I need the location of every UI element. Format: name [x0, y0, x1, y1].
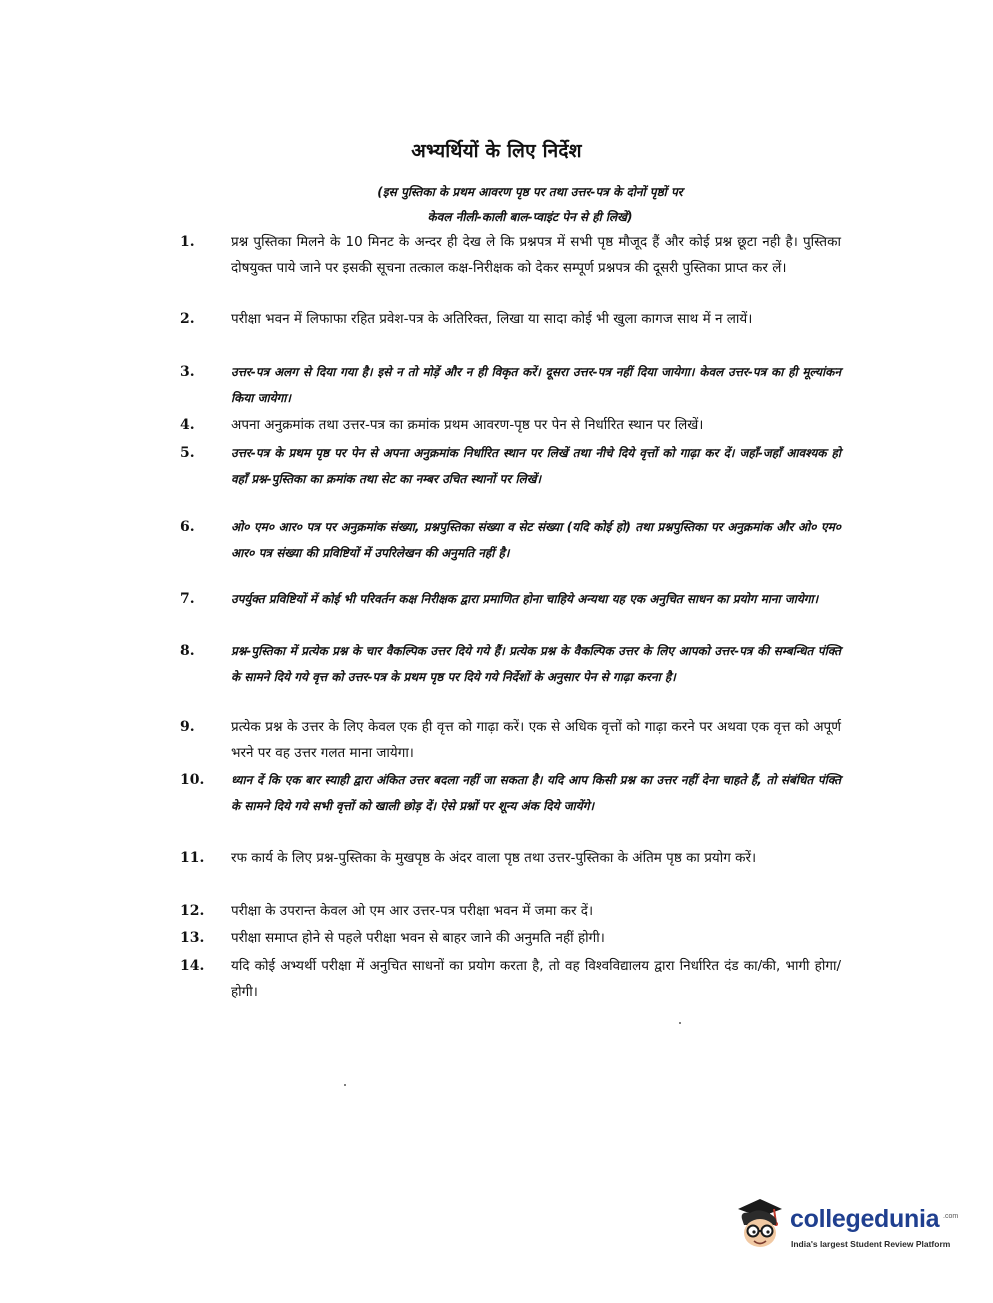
subtitle-line-2: केवल नीली-काली बाल-प्वाइंट पेन से ही लिखें) [427, 210, 633, 224]
instruction-number: 14. [180, 958, 205, 974]
logo-tagline: India's largest Student Review Platform [791, 1239, 951, 1249]
instruction-text: प्रश्न-पुस्तिका में प्रत्येक प्रश्न के चार वैकल्पिक उत्तर दिये गये हैं। प्रत्येक प्रश्न के वैकल्पिक उत्तर के लिए आपको उत्तर-पत्र की सम्बन्धित पंक्ति के सामने दिये गये वृत्त को उत्तर-पत्र के प्रथम पृष्ठ पर दिये गये निर्देशों के अनुसार पेन से गाढ़ा करना है। [231, 644, 841, 684]
instruction-number: 3. [180, 364, 195, 380]
instruction-number: 1. [180, 234, 195, 250]
instruction-number: 7. [180, 591, 195, 607]
instruction-text: ओ० एम० आर० पत्र पर अनुक्रमांक संख्या, प्रश्नपुस्तिका संख्या व सेट संख्या (यदि कोई हो) तथा प्रश्नपुस्तिका पर अनुक्रमांक और ओ० एम० आर० पत्र संख्या की प्रविष्टियों में उपरिलेखन की अनुमति नहीं है। [231, 520, 841, 560]
instruction-number: 2. [180, 311, 195, 327]
instruction-text: रफ कार्य के लिए प्रश्न-पुस्तिका के मुखपृष्ठ के अंदर वाला पृष्ठ तथा उत्तर-पुस्तिका के अंतिम पृष्ठ का प्रयोग करें। [231, 850, 757, 866]
instruction-number: 12. [180, 903, 205, 919]
subtitle-line-1: (इस पुस्तिका के प्रथम आवरण पृष्ठ पर तथा उत्तर-पत्र के दोनों पृष्ठों पर [377, 185, 683, 199]
instruction-text: उत्तर-पत्र अलग से दिया गया है। इसे न तो मोड़ें और न ही विकृत करें। दूसरा उत्तर-पत्र नहीं दिया जायेगा। केवल उत्तर-पत्र का ही मूल्यांकन किया जायेगा। [231, 365, 841, 405]
instruction-number: 10. [180, 772, 205, 788]
scan-speck [344, 1084, 346, 1086]
instruction-text: अपना अनुक्रमांक तथा उत्तर-पत्र का क्रमांक प्रथम आवरण-पृष्ठ पर पेन से निर्धारित स्थान पर लिखें। [231, 417, 704, 433]
instruction-number: 13. [180, 930, 205, 946]
page-subtitle [300, 180, 760, 230]
instruction-text: उपर्युक्त प्रविष्टियों में कोई भी परिवर्तन कक्ष निरीक्षक द्वारा प्रमाणित होना चाहिये अन्यथा यह एक अनुचित साधन का प्रयोग माना जायेगा। [231, 592, 819, 606]
instruction-text: प्रत्येक प्रश्न के उत्तर के लिए केवल एक ही वृत्त को गाढ़ा करें। एक से अधिक वृत्तों को गाढ़ा करने पर अथवा एक वृत्त को अपूर्ण भरने पर वह उत्तर गलत माना जायेगा। [231, 719, 841, 761]
page-title: अभ्यर्थियों के लिए निर्देश [411, 140, 582, 162]
instruction-text: परीक्षा के उपरान्त केवल ओ एम आर उत्तर-पत्र परीक्षा भवन में जमा कर दें। [231, 903, 594, 919]
instruction-number: 11. [180, 850, 205, 866]
instruction-number: 8. [180, 643, 195, 659]
collegedunia-logo [730, 1193, 970, 1263]
scan-speck [679, 1022, 681, 1024]
logo-tld-text: .com [943, 1213, 959, 1220]
instruction-number: 5. [180, 445, 195, 461]
instruction-text: ध्यान दें कि एक बार स्याही द्वारा अंकित उत्तर बदला नहीं जा सकता है। यदि आप किसी प्रश्न का उत्तर नहीं देना चाहते हैं, तो संबंधित पंक्ति के सामने दिये गये सभी वृत्तों को खाली छोड़ दें। ऐसे प्रश्नों पर शून्य अंक दिये जायेंगे। [231, 773, 841, 813]
instruction-number: 9. [180, 719, 195, 735]
instruction-text: उत्तर-पत्र के प्रथम पृष्ठ पर पेन से अपना अनुक्रमांक निर्धारित स्थान पर लिखें तथा नीचे दिये वृत्तों को गाढ़ा कर दें। जहाँ-जहाँ आवश्यक हो वहाँ प्रश्न-पुस्तिका का क्रमांक तथा सेट का नम्बर उचित स्थानों पर लिखें। [231, 446, 841, 486]
logo-brand-text: collegedunia [790, 1205, 940, 1233]
instruction-text: यदि कोई अभ्यर्थी परीक्षा में अनुचित साधनों का प्रयोग करता है, तो वह विश्वविद्यालय द्वारा निर्धारित दंड का/की, भागी होगा/होगी। [231, 958, 841, 1000]
instruction-number: 6. [180, 519, 195, 535]
instruction-text: परीक्षा भवन में लिफाफा रहित प्रवेश-पत्र के अतिरिक्त, लिखा या सादा कोई भी खुला कागज साथ में न लायें। [231, 311, 753, 327]
instruction-text: प्रश्न पुस्तिका मिलने के 10 मिनट के अन्दर ही देख ले कि प्रश्नपत्र में सभी पृष्ठ मौजूद हैं और कोई प्रश्न छूटा नही है। पुस्तिका दोषयुक्त पाये जाने पर इसकी सूचना तत्काल कक्ष-निरीक्षक को देकर सम्पूर्ण प्रश्नपत्र की दूसरी पुस्तिका प्राप्त कर लें। [231, 234, 841, 276]
instruction-number: 4. [180, 417, 195, 433]
instruction-text: परीक्षा समाप्त होने से पहले परीक्षा भवन से बाहर जाने की अनुमति नहीं होगी। [231, 930, 605, 946]
mascot-icon [730, 1193, 790, 1253]
